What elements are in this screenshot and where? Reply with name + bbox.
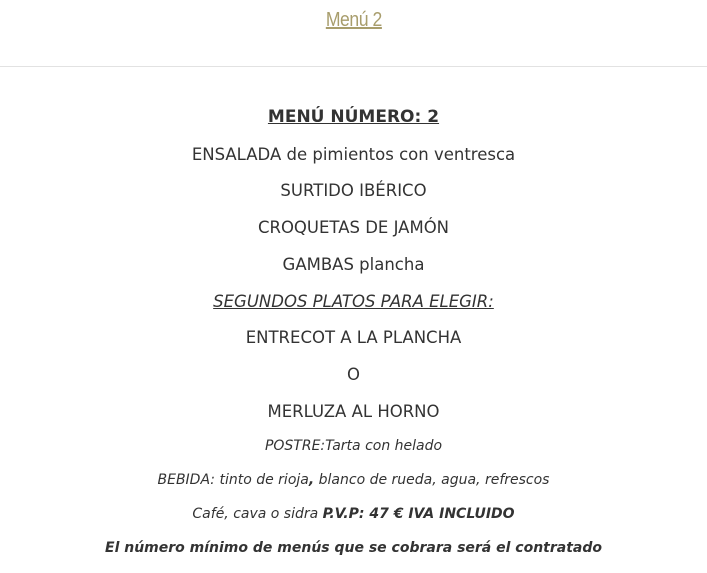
menu-item-surtido: SURTIDO IBÉRICO	[280, 181, 427, 200]
drinks-line	[0, 472, 707, 488]
second-course-merluza: MERLUZA AL HORNO	[267, 402, 440, 421]
minimum-note: El número mínimo de menús que se cobrara será el contratado	[105, 540, 602, 556]
second-courses-heading: SEGUNDOS PLATOS PARA ELEGIR:	[213, 292, 494, 311]
menu-item-croquetas: CROQUETAS DE JAMÓN	[257, 218, 450, 237]
dessert-line: POSTRE:Tarta con helado	[264, 438, 443, 454]
page-header	[0, 0, 707, 67]
menu-2-link[interactable]: Menú 2	[325, 9, 382, 31]
coffee-price-line	[0, 506, 707, 522]
second-course-entrecot: ENTRECOT A LA PLANCHA	[245, 328, 462, 347]
drinks-rest: blanco de rueda, agua, refrescos	[314, 472, 550, 488]
coffee-text: Café, cava o sidra	[192, 506, 323, 522]
menu-item-ensalada: ENSALADA de pimientos con ventresca	[191, 145, 516, 164]
price-text: P.V.P: 47 € IVA INCLUIDO	[322, 506, 515, 522]
menu-item-gambas: GAMBAS plancha	[282, 255, 425, 274]
menu-title: MENÚ NÚMERO: 2	[267, 107, 440, 127]
or-separator: O	[347, 365, 360, 384]
drinks-prefix: BEBIDA: tinto de rioja	[157, 472, 309, 488]
drinks-comma: ,	[308, 472, 315, 488]
